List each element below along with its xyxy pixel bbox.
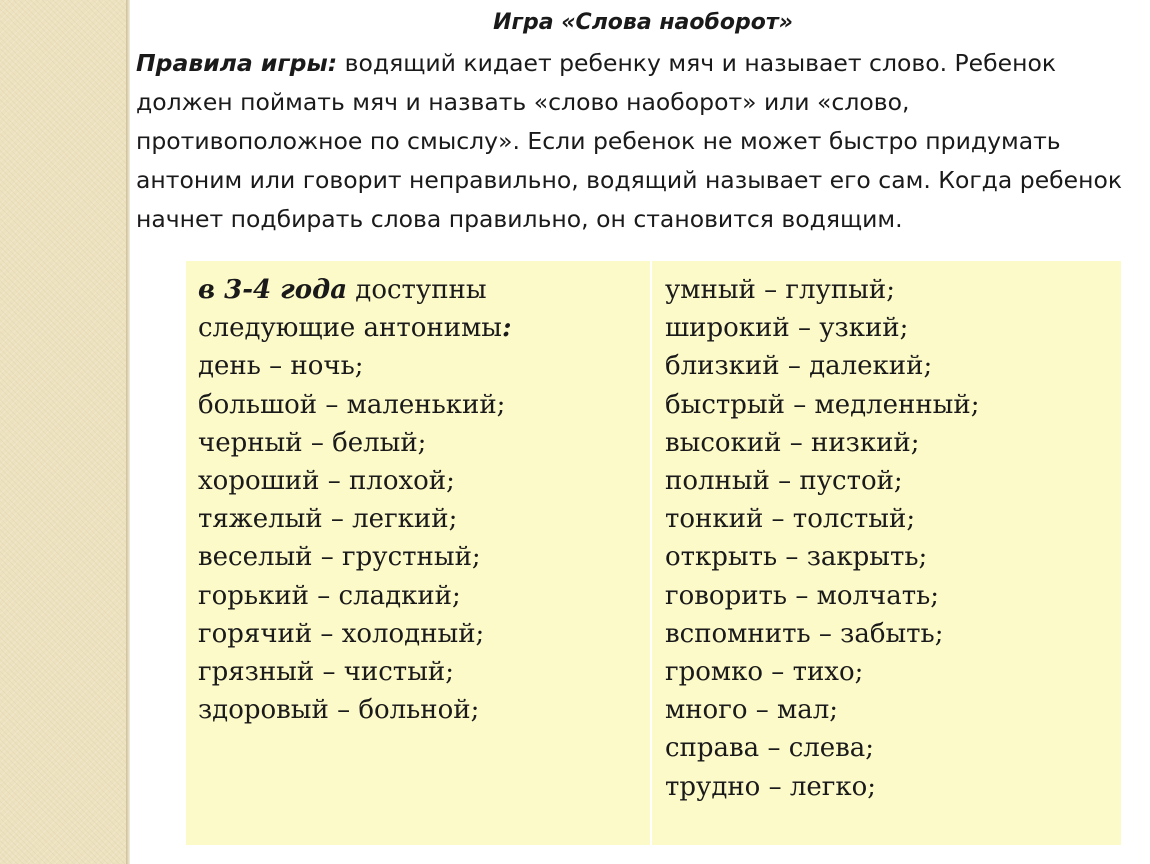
antonym-pair: быстрый – медленный; (665, 389, 980, 420)
page-title: Игра «Слова наоборот» (493, 10, 793, 35)
antonym-pair: умный – глупый; (665, 275, 895, 305)
antonym-pair: черный – белый; (198, 427, 427, 458)
antonym-pair: тяжелый – легкий; (198, 504, 458, 535)
antonym-pair: горький – сладкий; (198, 580, 461, 611)
antonym-pair: громко – тихо; (665, 657, 864, 688)
antonym-pair: здоровый – больной; (198, 695, 480, 726)
antonym-pair: тонкий – толстый; (665, 504, 916, 535)
antonym-pair: вспомнить – забыть; (665, 618, 944, 649)
intro-text-2: следующие антонимы (198, 313, 503, 344)
antonym-pair: грязный – чистый; (198, 657, 454, 688)
decorative-side-edge (126, 0, 130, 864)
antonym-pair: полный – пустой; (665, 466, 903, 497)
antonym-pair: большой – маленький; (198, 389, 506, 420)
antonym-pair: много – мал; (665, 695, 839, 726)
antonyms-table (186, 261, 1121, 845)
antonym-pair: близкий – далекий; (665, 351, 933, 382)
antonym-pair: день – ночь; (198, 351, 364, 382)
rules-text: водящий кидает ребенку мяч и называет слово. Ребенок должен поймать мяч и назвать «слово наоборот» или «слово, противоположное по смыслу». Если ребенок не может быстро придумать антоним или говорит неправильно, водящий называет его сам. Когда ребенок начнет подбирать слова правильно, он становится водящим. (136, 49, 1123, 233)
intro-text-1: доступны (347, 275, 487, 305)
rules-label: Правила игры: (136, 49, 338, 77)
antonyms-right-column (652, 261, 1121, 845)
age-label: в 3-4 года (198, 275, 348, 305)
intro-colon: : (502, 313, 512, 344)
intro-line-1 (198, 271, 640, 309)
antonym-pair: трудно – легко; (665, 771, 877, 802)
antonym-pair: открыть – закрыть; (665, 542, 928, 573)
antonym-pair: справа – слева; (665, 733, 875, 764)
antonym-pair: говорить – молчать; (665, 580, 939, 611)
antonym-pair: широкий – узкий; (665, 313, 909, 344)
antonym-pair: высокий – низкий; (665, 427, 920, 458)
antonym-pair: хороший – плохой; (198, 466, 455, 497)
decorative-side-strip (0, 0, 126, 864)
antonym-pair: горячий – холодный; (198, 618, 485, 649)
antonyms-left-column (186, 261, 652, 845)
antonym-pair: веселый – грустный; (198, 542, 481, 573)
intro-line-2 (198, 309, 640, 347)
rules-paragraph (136, 44, 1136, 239)
